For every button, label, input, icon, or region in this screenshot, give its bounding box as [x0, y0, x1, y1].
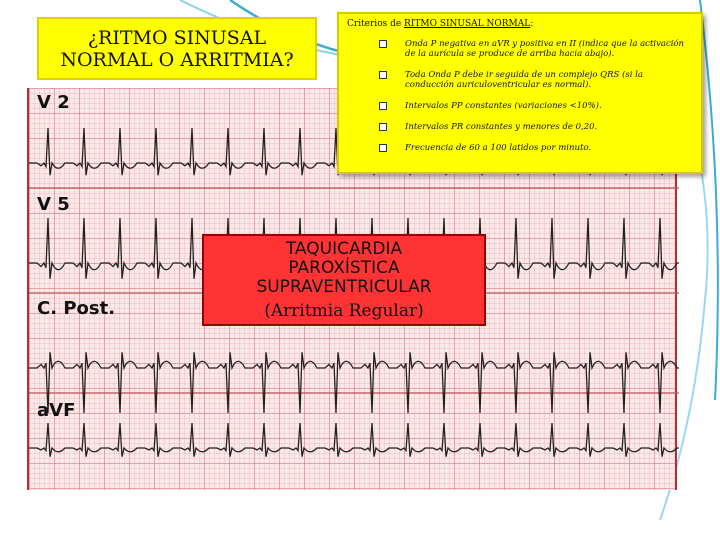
ecg-trace	[29, 423, 679, 457]
checkbox-bullet-icon	[379, 123, 387, 131]
criteria-item: Frecuencia de 60 a 100 latidos por minuto.	[347, 143, 691, 153]
lead-label-avf: aVF	[37, 400, 76, 421]
criteria-list	[347, 39, 691, 153]
title-line-1: ¿RITMO SINUSAL	[87, 26, 267, 49]
lead-label-v5: V 5	[37, 194, 70, 215]
checkbox-bullet-icon	[379, 40, 387, 48]
checkbox-bullet-icon	[379, 71, 387, 79]
criteria-intro: Criterios de	[347, 19, 405, 29]
diagnosis-line-3: SUPRAVENTRICULAR	[256, 276, 432, 297]
criteria-item: Toda Onda P debe ir seguida de un complejo QRS (si la conducción auriculoventricular es normal).	[347, 70, 691, 90]
lead-label-v2: V 2	[37, 92, 70, 113]
title-line-2: NORMAL O ARRITMIA?	[60, 48, 294, 71]
criteria-box	[337, 12, 703, 174]
diagnosis-box	[202, 234, 486, 326]
criteria-item: Onda P negativa en aVR y positiva en II (indica que la activación de la aurícula se produce de arriba hacia abajo).	[347, 39, 691, 59]
criteria-intro-underlined: RITMO SINUSAL NORMAL	[404, 19, 531, 29]
criteria-item: Intervalos PP constantes (variaciones <10%).	[347, 101, 691, 111]
lead-label-c-post: C. Post.	[37, 298, 116, 319]
criteria-heading	[347, 19, 691, 29]
diagnosis-line-1: TAQUICARDIA	[285, 238, 403, 259]
ecg-trace	[29, 352, 679, 413]
criteria-intro-end: :	[530, 19, 534, 29]
checkbox-bullet-icon	[379, 102, 387, 110]
criteria-item: Intervalos PR constantes y menores de 0,20.	[347, 122, 691, 132]
diagnosis-line-4: (Arritmia Regular)	[264, 300, 424, 321]
checkbox-bullet-icon	[379, 144, 387, 152]
slide-title	[37, 17, 317, 80]
diagnosis-line-2: PAROXÍSTICA	[288, 257, 400, 278]
